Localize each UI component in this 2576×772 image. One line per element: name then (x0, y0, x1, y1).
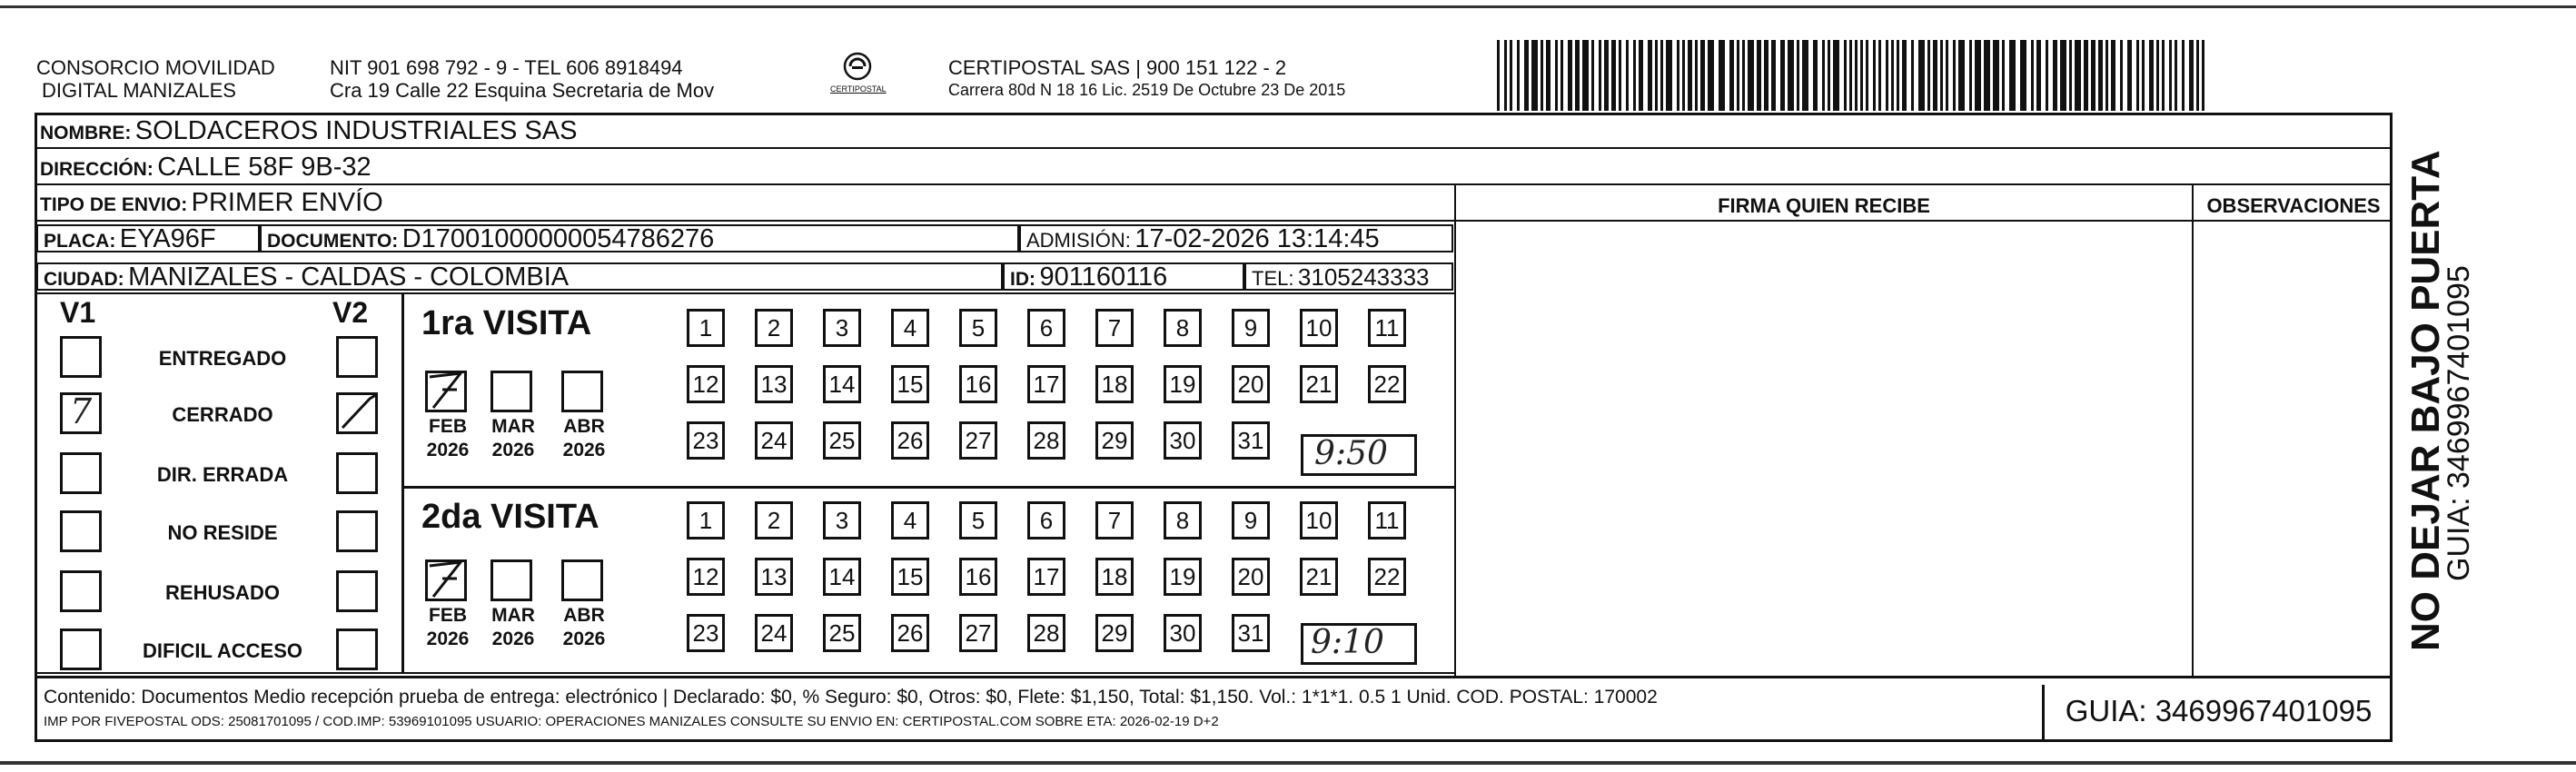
month-checkbox-abr[interactable] (561, 559, 603, 601)
v1-checkbox-3[interactable] (60, 510, 102, 552)
day-18-checkbox[interactable]: 18 (1095, 558, 1134, 596)
status-reason-label: DIFICIL ACCESO (142, 639, 302, 662)
day-21-checkbox[interactable]: 21 (1300, 558, 1338, 596)
year-label: 2026 (491, 440, 535, 460)
day-15-checkbox[interactable]: 15 (891, 558, 929, 596)
v2-checkbox-1[interactable] (336, 392, 378, 434)
observaciones-label: OBSERVACIONES (2206, 194, 2381, 217)
status-reason-label: REHUSADO (165, 581, 280, 604)
day-29-checkbox[interactable]: 29 (1095, 614, 1134, 652)
footer-guia: GUIA: 3469967401095 (2042, 685, 2393, 742)
day-31-checkbox[interactable]: 31 (1232, 421, 1270, 460)
day-19-checkbox[interactable]: 19 (1164, 558, 1202, 596)
scan-edge-bottom (0, 761, 2576, 765)
nombre-value: SOLDACEROS INDUSTRIALES SAS (134, 116, 578, 145)
id-label: ID: (1010, 269, 1035, 290)
day-28-checkbox[interactable]: 28 (1027, 421, 1065, 460)
tipo-envio-label: TIPO DE ENVIO: (40, 194, 188, 215)
day-16-checkbox[interactable]: 16 (959, 558, 997, 596)
ciudad-value: MANIZALES - CALDAS - COLOMBIA (128, 262, 570, 291)
day-21-checkbox[interactable]: 21 (1300, 365, 1338, 403)
direccion-row (35, 149, 2393, 185)
placa-value: EYA96F (119, 224, 216, 252)
firma-divider-right (2192, 185, 2194, 676)
documento-value: D17001000000054786276 (401, 224, 715, 252)
tel-label: TEL: (1252, 267, 1294, 290)
day-7-checkbox[interactable]: 7 (1095, 309, 1134, 347)
v2-checkbox-0[interactable] (336, 336, 378, 378)
footer-contents: Contenido: Documentos Medio recepción prueba de entrega: electrónico | Declarado: $0, % Seguro: $0, Otros: $0, Flete: $1,150, Total: $1,150. Vol.: 1*1*1. 0.5 1 Unid. COD. POSTAL: 170002 (44, 687, 1658, 708)
day-26-checkbox[interactable]: 26 (891, 421, 929, 460)
year-label: 2026 (562, 440, 606, 460)
observations-area[interactable] (2195, 223, 2393, 674)
no-dejar-bajo-puerta: NO DEJAR BAJO PUERTA (2403, 150, 2448, 651)
v2-check-mark (339, 395, 375, 431)
tel-field (1244, 262, 1453, 291)
visit-divider-h (401, 486, 1455, 489)
admision-label: ADMISIÓN: (1026, 229, 1131, 252)
v2-checkbox-5[interactable] (336, 628, 378, 670)
second-visit-time: 9:10 (1311, 624, 1384, 661)
day-9-checkbox[interactable]: 9 (1232, 501, 1270, 539)
v1-handwritten-mark: 7 (70, 391, 93, 431)
day-11-checkbox[interactable]: 11 (1368, 501, 1406, 539)
month-checkbox-feb[interactable] (425, 371, 467, 412)
month-label: MAR (491, 416, 535, 437)
day-2-checkbox[interactable]: 2 (755, 309, 793, 347)
day-27-checkbox[interactable]: 27 (959, 421, 997, 460)
day-25-checkbox[interactable]: 25 (823, 614, 861, 652)
first-visit-title: 1ra VISITA (421, 304, 592, 342)
certipostal-logo (830, 51, 885, 94)
first-visit-time: 9:50 (1314, 435, 1388, 472)
v2-checkbox-2[interactable] (336, 452, 378, 494)
day-10-checkbox[interactable]: 10 (1300, 501, 1338, 539)
month-label: MAR (491, 605, 535, 626)
month-label: FEB (429, 416, 467, 437)
documento-label: DOCUMENTO: (267, 231, 399, 252)
day-17-checkbox[interactable]: 17 (1027, 558, 1065, 596)
day-25-checkbox[interactable]: 25 (823, 421, 861, 460)
month-checkbox-mar[interactable] (490, 371, 532, 412)
status-reason-label: ENTREGADO (158, 347, 287, 370)
logo-text: CERTIPOSTAL (830, 84, 887, 94)
day-24-checkbox[interactable]: 24 (755, 614, 793, 652)
day-6-checkbox[interactable]: 6 (1027, 501, 1065, 539)
placa-field (36, 224, 260, 252)
month-handwritten-mark (424, 557, 470, 602)
status-reason-label: NO RESIDE (167, 521, 278, 544)
month-checkbox-abr[interactable] (561, 371, 603, 412)
id-field (1003, 262, 1244, 291)
company-line-2: DIGITAL MANIZALES (42, 79, 236, 102)
day-3-checkbox[interactable]: 3 (823, 501, 861, 539)
documento-field (260, 224, 1019, 252)
day-24-checkbox[interactable]: 24 (755, 421, 793, 460)
day-7-checkbox[interactable]: 7 (1095, 501, 1134, 539)
tipo-envio-value: PRIMER ENVÍO (191, 188, 383, 217)
company-name (36, 56, 275, 102)
day-18-checkbox[interactable]: 18 (1095, 365, 1134, 403)
day-31-checkbox[interactable]: 31 (1232, 614, 1270, 652)
placa-label: PLACA: (44, 231, 116, 252)
day-29-checkbox[interactable]: 29 (1095, 421, 1134, 460)
day-20-checkbox[interactable]: 20 (1232, 365, 1270, 403)
ciudad-label: CIUDAD: (44, 269, 124, 290)
certipostal-line-2: Carrera 80d N 18 16 Lic. 2519 De Octubre 23 De 2015 (948, 81, 1346, 99)
nombre-label: NOMBRE: (40, 123, 132, 144)
footer-print-info: IMP POR FIVEPOSTAL ODS: 25081701095 / COD.IMP: 53969101095 USUARIO: OPERACIONES MANIZALES CONSULTE SU ENVIO EN: CERTIPOSTAL.COM SOBRE ETA: 2026-02-19 D+2 (44, 714, 1219, 729)
day-5-checkbox[interactable]: 5 (959, 309, 997, 347)
year-label: 2026 (426, 440, 470, 460)
second-visit-time-box[interactable] (1301, 623, 1417, 665)
status-reason-label: CERRADO (172, 403, 273, 426)
day-4-checkbox[interactable]: 4 (891, 501, 929, 539)
admision-value: 17-02-2026 13:14:45 (1134, 224, 1380, 252)
company-contact (330, 56, 714, 102)
certipostal-info (948, 56, 1345, 102)
year-label: 2026 (491, 628, 535, 649)
v2-checkbox-4[interactable] (336, 570, 378, 612)
second-visit-title: 2da VISITA (421, 498, 599, 536)
month-label: FEB (429, 605, 467, 626)
day-17-checkbox[interactable]: 17 (1027, 365, 1065, 403)
day-14-checkbox[interactable]: 14 (823, 365, 861, 403)
year-label: 2026 (562, 628, 606, 649)
day-22-checkbox[interactable]: 22 (1368, 558, 1406, 596)
status-reason-label: DIR. ERRADA (156, 463, 289, 486)
day-1-checkbox[interactable]: 1 (687, 501, 725, 539)
v1-checkbox-0[interactable] (60, 336, 102, 378)
v2-checkbox-3[interactable] (336, 510, 378, 552)
footer-divider (36, 676, 2393, 678)
month-handwritten-mark (424, 368, 470, 413)
admision-field (1019, 224, 1453, 252)
signature-area[interactable] (1456, 223, 2192, 674)
day-26-checkbox[interactable]: 26 (891, 614, 929, 652)
v2-header: V2 (332, 296, 369, 329)
ciudad-field (36, 262, 1003, 291)
month-label: ABR (563, 605, 605, 626)
day-10-checkbox[interactable]: 10 (1300, 309, 1338, 347)
day-30-checkbox[interactable]: 30 (1164, 614, 1202, 652)
scan-edge-top (0, 5, 2576, 8)
day-2-checkbox[interactable]: 2 (755, 501, 793, 539)
day-19-checkbox[interactable]: 19 (1164, 365, 1202, 403)
day-5-checkbox[interactable]: 5 (959, 501, 997, 539)
month-checkbox-mar[interactable] (490, 559, 532, 601)
firma-header-line (1454, 220, 2393, 222)
day-8-checkbox[interactable]: 8 (1164, 501, 1202, 539)
side-guia: GUIA: 3469967401095 (2442, 265, 2476, 581)
id-value: 901160116 (1039, 262, 1168, 291)
barcode (1497, 40, 2214, 111)
day-1-checkbox[interactable]: 1 (687, 309, 725, 347)
day-12-checkbox[interactable]: 12 (687, 365, 725, 403)
month-label: ABR (563, 416, 605, 437)
year-label: 2026 (426, 628, 470, 649)
day-20-checkbox[interactable]: 20 (1232, 558, 1270, 596)
day-13-checkbox[interactable]: 13 (755, 365, 793, 403)
day-22-checkbox[interactable]: 22 (1368, 365, 1406, 403)
nombre-row (35, 113, 2393, 149)
day-27-checkbox[interactable]: 27 (959, 614, 997, 652)
v1-header: V1 (60, 296, 96, 329)
day-8-checkbox[interactable]: 8 (1164, 309, 1202, 347)
day-9-checkbox[interactable]: 9 (1232, 309, 1270, 347)
day-15-checkbox[interactable]: 15 (891, 365, 929, 403)
v1-checkbox-5[interactable] (60, 628, 102, 670)
logo-icon (842, 51, 873, 82)
direccion-value: CALLE 58F 9B-32 (157, 153, 372, 182)
nit-line: NIT 901 698 792 - 9 - TEL 606 8918494 (330, 56, 683, 79)
day-16-checkbox[interactable]: 16 (959, 365, 997, 403)
first-visit-time-box[interactable] (1301, 434, 1417, 476)
day-30-checkbox[interactable]: 30 (1164, 421, 1202, 460)
day-23-checkbox[interactable]: 23 (687, 421, 725, 460)
day-13-checkbox[interactable]: 13 (755, 558, 793, 596)
v1-checkbox-2[interactable] (60, 452, 102, 494)
day-23-checkbox[interactable]: 23 (687, 614, 725, 652)
day-6-checkbox[interactable]: 6 (1027, 309, 1065, 347)
day-11-checkbox[interactable]: 11 (1368, 309, 1406, 347)
direccion-label: DIRECCIÓN: (40, 159, 154, 180)
company-line-1: CONSORCIO MOVILIDAD (36, 56, 275, 79)
day-14-checkbox[interactable]: 14 (823, 558, 861, 596)
day-12-checkbox[interactable]: 12 (687, 558, 725, 596)
v1-checkbox-4[interactable] (60, 570, 102, 612)
v1-checkbox-1[interactable] (60, 392, 102, 434)
day-3-checkbox[interactable]: 3 (823, 309, 861, 347)
visit-divider-v (401, 292, 404, 674)
month-checkbox-feb[interactable] (425, 559, 467, 601)
day-4-checkbox[interactable]: 4 (891, 309, 929, 347)
day-28-checkbox[interactable]: 28 (1027, 614, 1065, 652)
tel-value: 3105243333 (1297, 263, 1430, 291)
firma-label: FIRMA QUIEN RECIBE (1718, 194, 1930, 217)
certipostal-line-1: CERTIPOSTAL SAS | 900 151 122 - 2 (948, 56, 1287, 79)
address-line: Cra 19 Calle 22 Esquina Secretaria de Mov (330, 79, 715, 102)
